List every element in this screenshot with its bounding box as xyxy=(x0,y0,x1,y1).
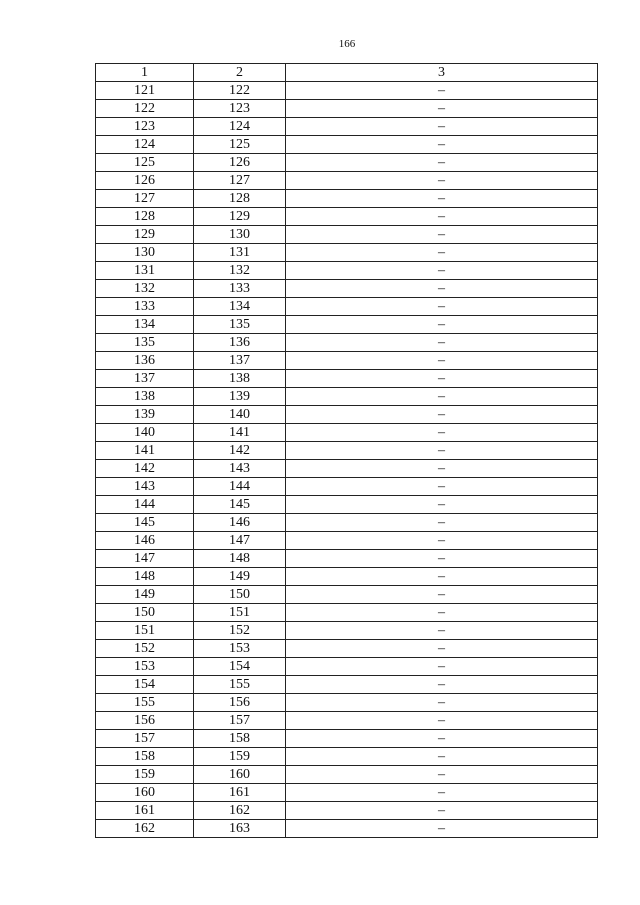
table-cell-col-1: 160 xyxy=(96,784,194,802)
table-cell-col-1: 128 xyxy=(96,208,194,226)
table-cell-col-3: – xyxy=(286,316,598,334)
table-row xyxy=(96,478,598,496)
table-row xyxy=(96,190,598,208)
table-row xyxy=(96,172,598,190)
table-cell-col-2: 127 xyxy=(194,172,286,190)
table-cell-col-3: – xyxy=(286,172,598,190)
table-row xyxy=(96,100,598,118)
table-cell-col-3: – xyxy=(286,460,598,478)
table-cell-col-2: 156 xyxy=(194,694,286,712)
table-cell-col-3: – xyxy=(286,748,598,766)
table-cell-col-2: 136 xyxy=(194,334,286,352)
table-row xyxy=(96,622,598,640)
table-cell-col-3: – xyxy=(286,478,598,496)
table-cell-col-1: 153 xyxy=(96,658,194,676)
table-cell-col-2: 154 xyxy=(194,658,286,676)
table-row xyxy=(96,136,598,154)
column-header-1: 1 xyxy=(96,64,194,82)
table-cell-col-1: 149 xyxy=(96,586,194,604)
table-cell-col-3: – xyxy=(286,820,598,838)
table-cell-col-3: – xyxy=(286,424,598,442)
table-cell-col-2: 129 xyxy=(194,208,286,226)
column-header-3: 3 xyxy=(286,64,598,82)
table-cell-col-1: 135 xyxy=(96,334,194,352)
table-cell-col-2: 134 xyxy=(194,298,286,316)
table-cell-col-1: 142 xyxy=(96,460,194,478)
table-row xyxy=(96,352,598,370)
table-cell-col-2: 128 xyxy=(194,190,286,208)
table-row xyxy=(96,388,598,406)
table-cell-col-2: 151 xyxy=(194,604,286,622)
table-cell-col-1: 159 xyxy=(96,766,194,784)
table-cell-col-3: – xyxy=(286,784,598,802)
table-row xyxy=(96,550,598,568)
table-cell-col-2: 130 xyxy=(194,226,286,244)
table-cell-col-1: 141 xyxy=(96,442,194,460)
table-cell-col-1: 138 xyxy=(96,388,194,406)
data-table xyxy=(95,63,598,838)
table-cell-col-3: – xyxy=(286,676,598,694)
table-cell-col-3: – xyxy=(286,514,598,532)
table-cell-col-1: 121 xyxy=(96,82,194,100)
table-cell-col-2: 160 xyxy=(194,766,286,784)
table-row xyxy=(96,208,598,226)
table-cell-col-2: 149 xyxy=(194,568,286,586)
table-cell-col-3: – xyxy=(286,496,598,514)
table-cell-col-3: – xyxy=(286,604,598,622)
table-cell-col-3: – xyxy=(286,190,598,208)
table-cell-col-2: 144 xyxy=(194,478,286,496)
table-cell-col-2: 141 xyxy=(194,424,286,442)
table-cell-col-1: 133 xyxy=(96,298,194,316)
table-cell-col-1: 139 xyxy=(96,406,194,424)
table-cell-col-1: 122 xyxy=(96,100,194,118)
table-cell-col-3: – xyxy=(286,262,598,280)
table-cell-col-2: 137 xyxy=(194,352,286,370)
table-cell-col-1: 158 xyxy=(96,748,194,766)
table-row xyxy=(96,280,598,298)
table-cell-col-1: 125 xyxy=(96,154,194,172)
table-cell-col-1: 157 xyxy=(96,730,194,748)
table-cell-col-1: 127 xyxy=(96,190,194,208)
table-cell-col-3: – xyxy=(286,694,598,712)
table-cell-col-3: – xyxy=(286,802,598,820)
table-row xyxy=(96,118,598,136)
table-cell-col-2: 122 xyxy=(194,82,286,100)
table-row xyxy=(96,604,598,622)
table-cell-col-1: 150 xyxy=(96,604,194,622)
table-cell-col-3: – xyxy=(286,712,598,730)
table-cell-col-2: 162 xyxy=(194,802,286,820)
table-cell-col-3: – xyxy=(286,280,598,298)
table-cell-col-2: 123 xyxy=(194,100,286,118)
table-cell-col-3: – xyxy=(286,388,598,406)
table-cell-col-3: – xyxy=(286,136,598,154)
table-cell-col-3: – xyxy=(286,406,598,424)
table-cell-col-3: – xyxy=(286,352,598,370)
table-cell-col-2: 161 xyxy=(194,784,286,802)
table-cell-col-2: 157 xyxy=(194,712,286,730)
table-cell-col-1: 147 xyxy=(96,550,194,568)
table-cell-col-2: 133 xyxy=(194,280,286,298)
table-cell-col-2: 138 xyxy=(194,370,286,388)
table-cell-col-2: 146 xyxy=(194,514,286,532)
table-row xyxy=(96,442,598,460)
table-cell-col-3: – xyxy=(286,244,598,262)
table-cell-col-1: 155 xyxy=(96,694,194,712)
table-cell-col-1: 130 xyxy=(96,244,194,262)
table-cell-col-1: 140 xyxy=(96,424,194,442)
table-cell-col-3: – xyxy=(286,730,598,748)
table-cell-col-3: – xyxy=(286,586,598,604)
table-cell-col-1: 152 xyxy=(96,640,194,658)
table-row xyxy=(96,514,598,532)
table-cell-col-3: – xyxy=(286,100,598,118)
table-row xyxy=(96,424,598,442)
table-cell-col-2: 124 xyxy=(194,118,286,136)
table-row xyxy=(96,820,598,838)
table-row xyxy=(96,244,598,262)
table-cell-col-2: 135 xyxy=(194,316,286,334)
table-cell-col-2: 152 xyxy=(194,622,286,640)
table-cell-col-3: – xyxy=(286,118,598,136)
table-cell-col-1: 132 xyxy=(96,280,194,298)
table-row xyxy=(96,406,598,424)
table-cell-col-1: 144 xyxy=(96,496,194,514)
table-row xyxy=(96,298,598,316)
table-cell-col-2: 131 xyxy=(194,244,286,262)
table-row xyxy=(96,748,598,766)
table-row xyxy=(96,460,598,478)
table-cell-col-2: 163 xyxy=(194,820,286,838)
table-cell-col-1: 151 xyxy=(96,622,194,640)
table-cell-col-2: 145 xyxy=(194,496,286,514)
table-cell-col-3: – xyxy=(286,154,598,172)
table-row xyxy=(96,262,598,280)
table-cell-col-2: 155 xyxy=(194,676,286,694)
table-row xyxy=(96,730,598,748)
table-cell-col-1: 124 xyxy=(96,136,194,154)
table-row xyxy=(96,316,598,334)
table-row xyxy=(96,532,598,550)
table-cell-col-1: 123 xyxy=(96,118,194,136)
table-row xyxy=(96,640,598,658)
column-header-2: 2 xyxy=(194,64,286,82)
table-cell-col-3: – xyxy=(286,532,598,550)
table-row xyxy=(96,766,598,784)
table-cell-col-1: 161 xyxy=(96,802,194,820)
table-cell-col-2: 147 xyxy=(194,532,286,550)
table-cell-col-1: 137 xyxy=(96,370,194,388)
table-cell-col-1: 145 xyxy=(96,514,194,532)
table-row xyxy=(96,658,598,676)
table-cell-col-1: 162 xyxy=(96,820,194,838)
table-row xyxy=(96,82,598,100)
table-cell-col-3: – xyxy=(286,622,598,640)
table-cell-col-3: – xyxy=(286,370,598,388)
table-body xyxy=(96,82,598,838)
table-row xyxy=(96,694,598,712)
table-cell-col-3: – xyxy=(286,208,598,226)
table-cell-col-1: 148 xyxy=(96,568,194,586)
table-row xyxy=(96,334,598,352)
table-header-row xyxy=(96,64,598,82)
table-cell-col-1: 129 xyxy=(96,226,194,244)
table-cell-col-2: 132 xyxy=(194,262,286,280)
table-cell-col-3: – xyxy=(286,658,598,676)
table-cell-col-2: 159 xyxy=(194,748,286,766)
table-cell-col-1: 136 xyxy=(96,352,194,370)
table-cell-col-2: 126 xyxy=(194,154,286,172)
table-cell-col-1: 154 xyxy=(96,676,194,694)
table-row xyxy=(96,784,598,802)
table-cell-col-3: – xyxy=(286,766,598,784)
table-row xyxy=(96,496,598,514)
table-cell-col-2: 150 xyxy=(194,586,286,604)
table-cell-col-3: – xyxy=(286,226,598,244)
table-row xyxy=(96,154,598,172)
table-row xyxy=(96,802,598,820)
table-cell-col-1: 131 xyxy=(96,262,194,280)
table-row xyxy=(96,226,598,244)
table-cell-col-2: 140 xyxy=(194,406,286,424)
table-cell-col-2: 153 xyxy=(194,640,286,658)
table-cell-col-3: – xyxy=(286,298,598,316)
table-cell-col-3: – xyxy=(286,442,598,460)
table-cell-col-2: 158 xyxy=(194,730,286,748)
table-cell-col-3: – xyxy=(286,334,598,352)
page-number: 166 xyxy=(338,38,356,50)
table-row xyxy=(96,370,598,388)
table-cell-col-1: 134 xyxy=(96,316,194,334)
table-row xyxy=(96,676,598,694)
table-row xyxy=(96,568,598,586)
table-cell-col-3: – xyxy=(286,640,598,658)
table-cell-col-3: – xyxy=(286,82,598,100)
table-cell-col-2: 142 xyxy=(194,442,286,460)
table-cell-col-2: 125 xyxy=(194,136,286,154)
table-cell-col-1: 156 xyxy=(96,712,194,730)
table-cell-col-2: 148 xyxy=(194,550,286,568)
table-cell-col-1: 146 xyxy=(96,532,194,550)
table-row xyxy=(96,712,598,730)
table-cell-col-2: 143 xyxy=(194,460,286,478)
table-cell-col-2: 139 xyxy=(194,388,286,406)
table-cell-col-1: 143 xyxy=(96,478,194,496)
table-cell-col-3: – xyxy=(286,550,598,568)
table-cell-col-3: – xyxy=(286,568,598,586)
table-cell-col-1: 126 xyxy=(96,172,194,190)
table-row xyxy=(96,586,598,604)
